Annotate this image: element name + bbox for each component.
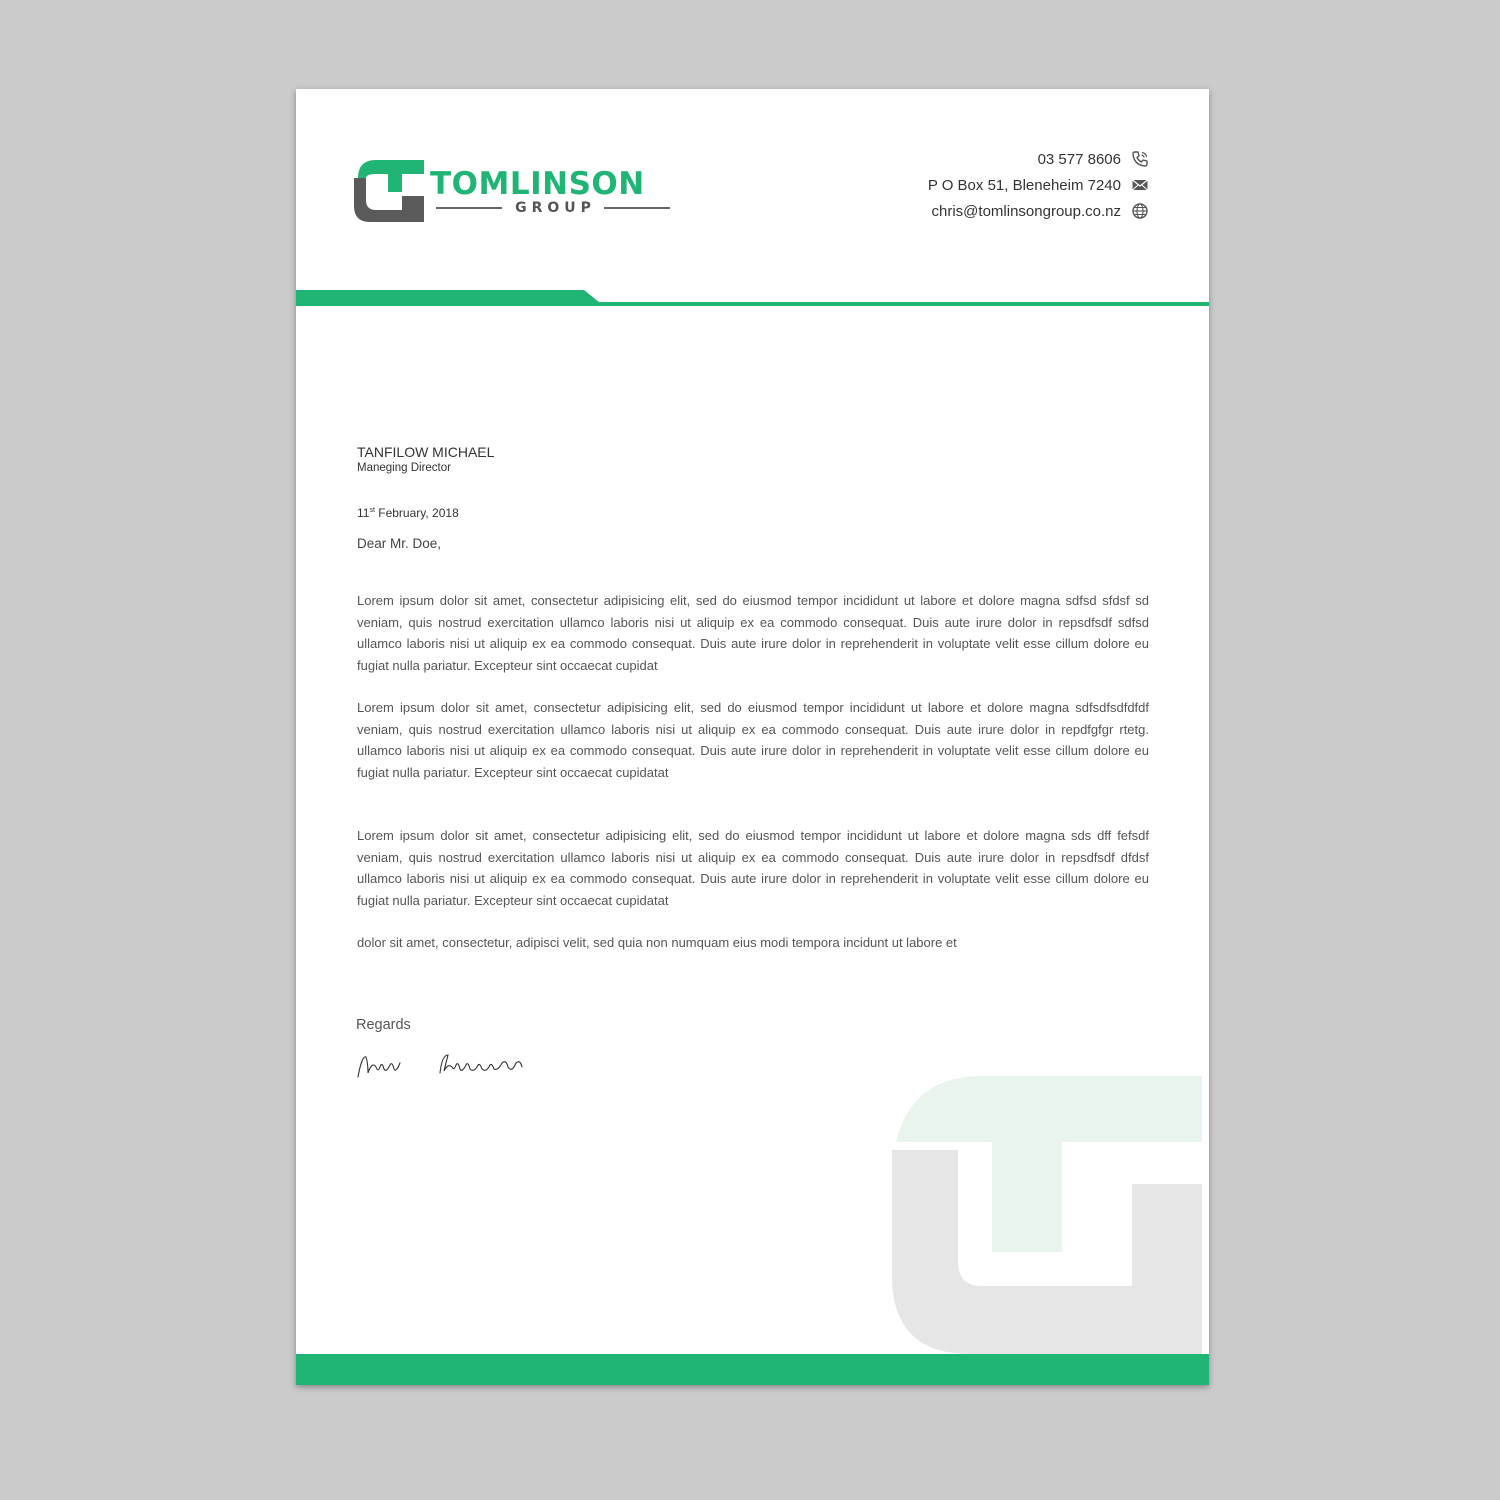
phone-icon — [1131, 150, 1149, 168]
contact-phone[interactable]: 03 577 8606 — [1037, 150, 1121, 168]
header-divider-band — [296, 289, 1209, 309]
company-subtitle-row — [436, 200, 670, 216]
paragraph: dolor sit amet, consectetur, adipisci velit, sed quia non numquam eius modi tempora incidunt ut labore et — [357, 935, 957, 950]
tg-monogram-icon — [354, 158, 426, 224]
recipient-name: TANFILOW MICHAEL — [357, 444, 495, 460]
letterhead-page — [296, 89, 1209, 1385]
subtitle-rule-right — [604, 207, 670, 209]
watermark-monogram-icon — [892, 1076, 1202, 1354]
date-rest: February, 2018 — [374, 506, 459, 520]
paragraph: Lorem ipsum dolor sit amet, consectetur adipisicing elit, sed do eiusmod tempor incididunt ut labore et dolore magna sdfsd sfdsf sd veniam, quis nostrud exercitation ullamco laboris nisi ut aliquip ex ea commodo consequat. Duis aute irure dolor in repsdfsdf sdfsd ullamco laboris nisi ut aliquip ex ea commodo consequat. Duis aute irure dolor in reprehenderit in voluptate velit esse cillum dolore eu fugiat nulla pariatur. Excepteur sint occaecat cupidat — [357, 593, 1149, 673]
paragraph: Lorem ipsum dolor sit amet, consectetur adipisicing elit, sed do eiusmod tempor incididunt ut labore et dolore magna sdfsdfsdfdfdf veniam, quis nostrud exercitation ullamco laboris nisi ut aliquip ex ea commodo consequat. Duis aute irure dolor in repdfgfgr rtetg. ullamco laboris nisi ut aliquip ex ea commodo consequat. Duis aute irure dolor in reprehenderit in voluptate velit esse cillum dolore eu fugiat nulla pariatur. Excepteur sint occaecat cupidatat — [357, 700, 1149, 780]
subtitle-rule-left — [436, 207, 502, 209]
letter-date — [357, 505, 1149, 521]
company-subtitle: GROUP — [515, 200, 596, 216]
company-logo — [354, 158, 674, 228]
globe-icon — [1131, 202, 1149, 220]
company-name: TOMLINSON — [430, 166, 645, 202]
contact-address-row — [928, 172, 1149, 198]
closing: Regards — [356, 1017, 411, 1033]
contact-block — [928, 146, 1149, 224]
letter-body — [357, 443, 1149, 954]
date-day: 11 — [357, 506, 370, 520]
contact-phone-row — [928, 146, 1149, 172]
contact-address: P O Box 51, Bleneheim 7240 — [927, 176, 1121, 194]
mail-icon — [1131, 176, 1149, 194]
contact-email-row — [928, 198, 1149, 224]
recipient-title: Maneging Director — [357, 462, 451, 474]
paragraph: Lorem ipsum dolor sit amet, consectetur adipisicing elit, sed do eiusmod tempor incididunt ut labore et dolore magna sds dff fefsdf veniam, quis nostrud exercitation ullamco laboris nisi ut aliquip ex ea commodo consequat. Duis aute irure dolor in repsdfsdf dfdsf ullamco laboris nisi ut aliquip ex ea commodo consequat. Duis aute irure dolor in reprehenderit in voluptate velit esse cillum dolore eu fugiat nulla pariatur. Excepteur sint occaecat cupidatat — [357, 828, 1149, 908]
footer-band — [296, 1354, 1209, 1385]
date-suffix: st — [369, 507, 375, 514]
contact-email[interactable]: chris@tomlinsongroup.co.nz — [931, 202, 1121, 220]
signature-icon — [356, 1049, 526, 1083]
greeting: Dear Mr. Doe, — [357, 536, 442, 551]
